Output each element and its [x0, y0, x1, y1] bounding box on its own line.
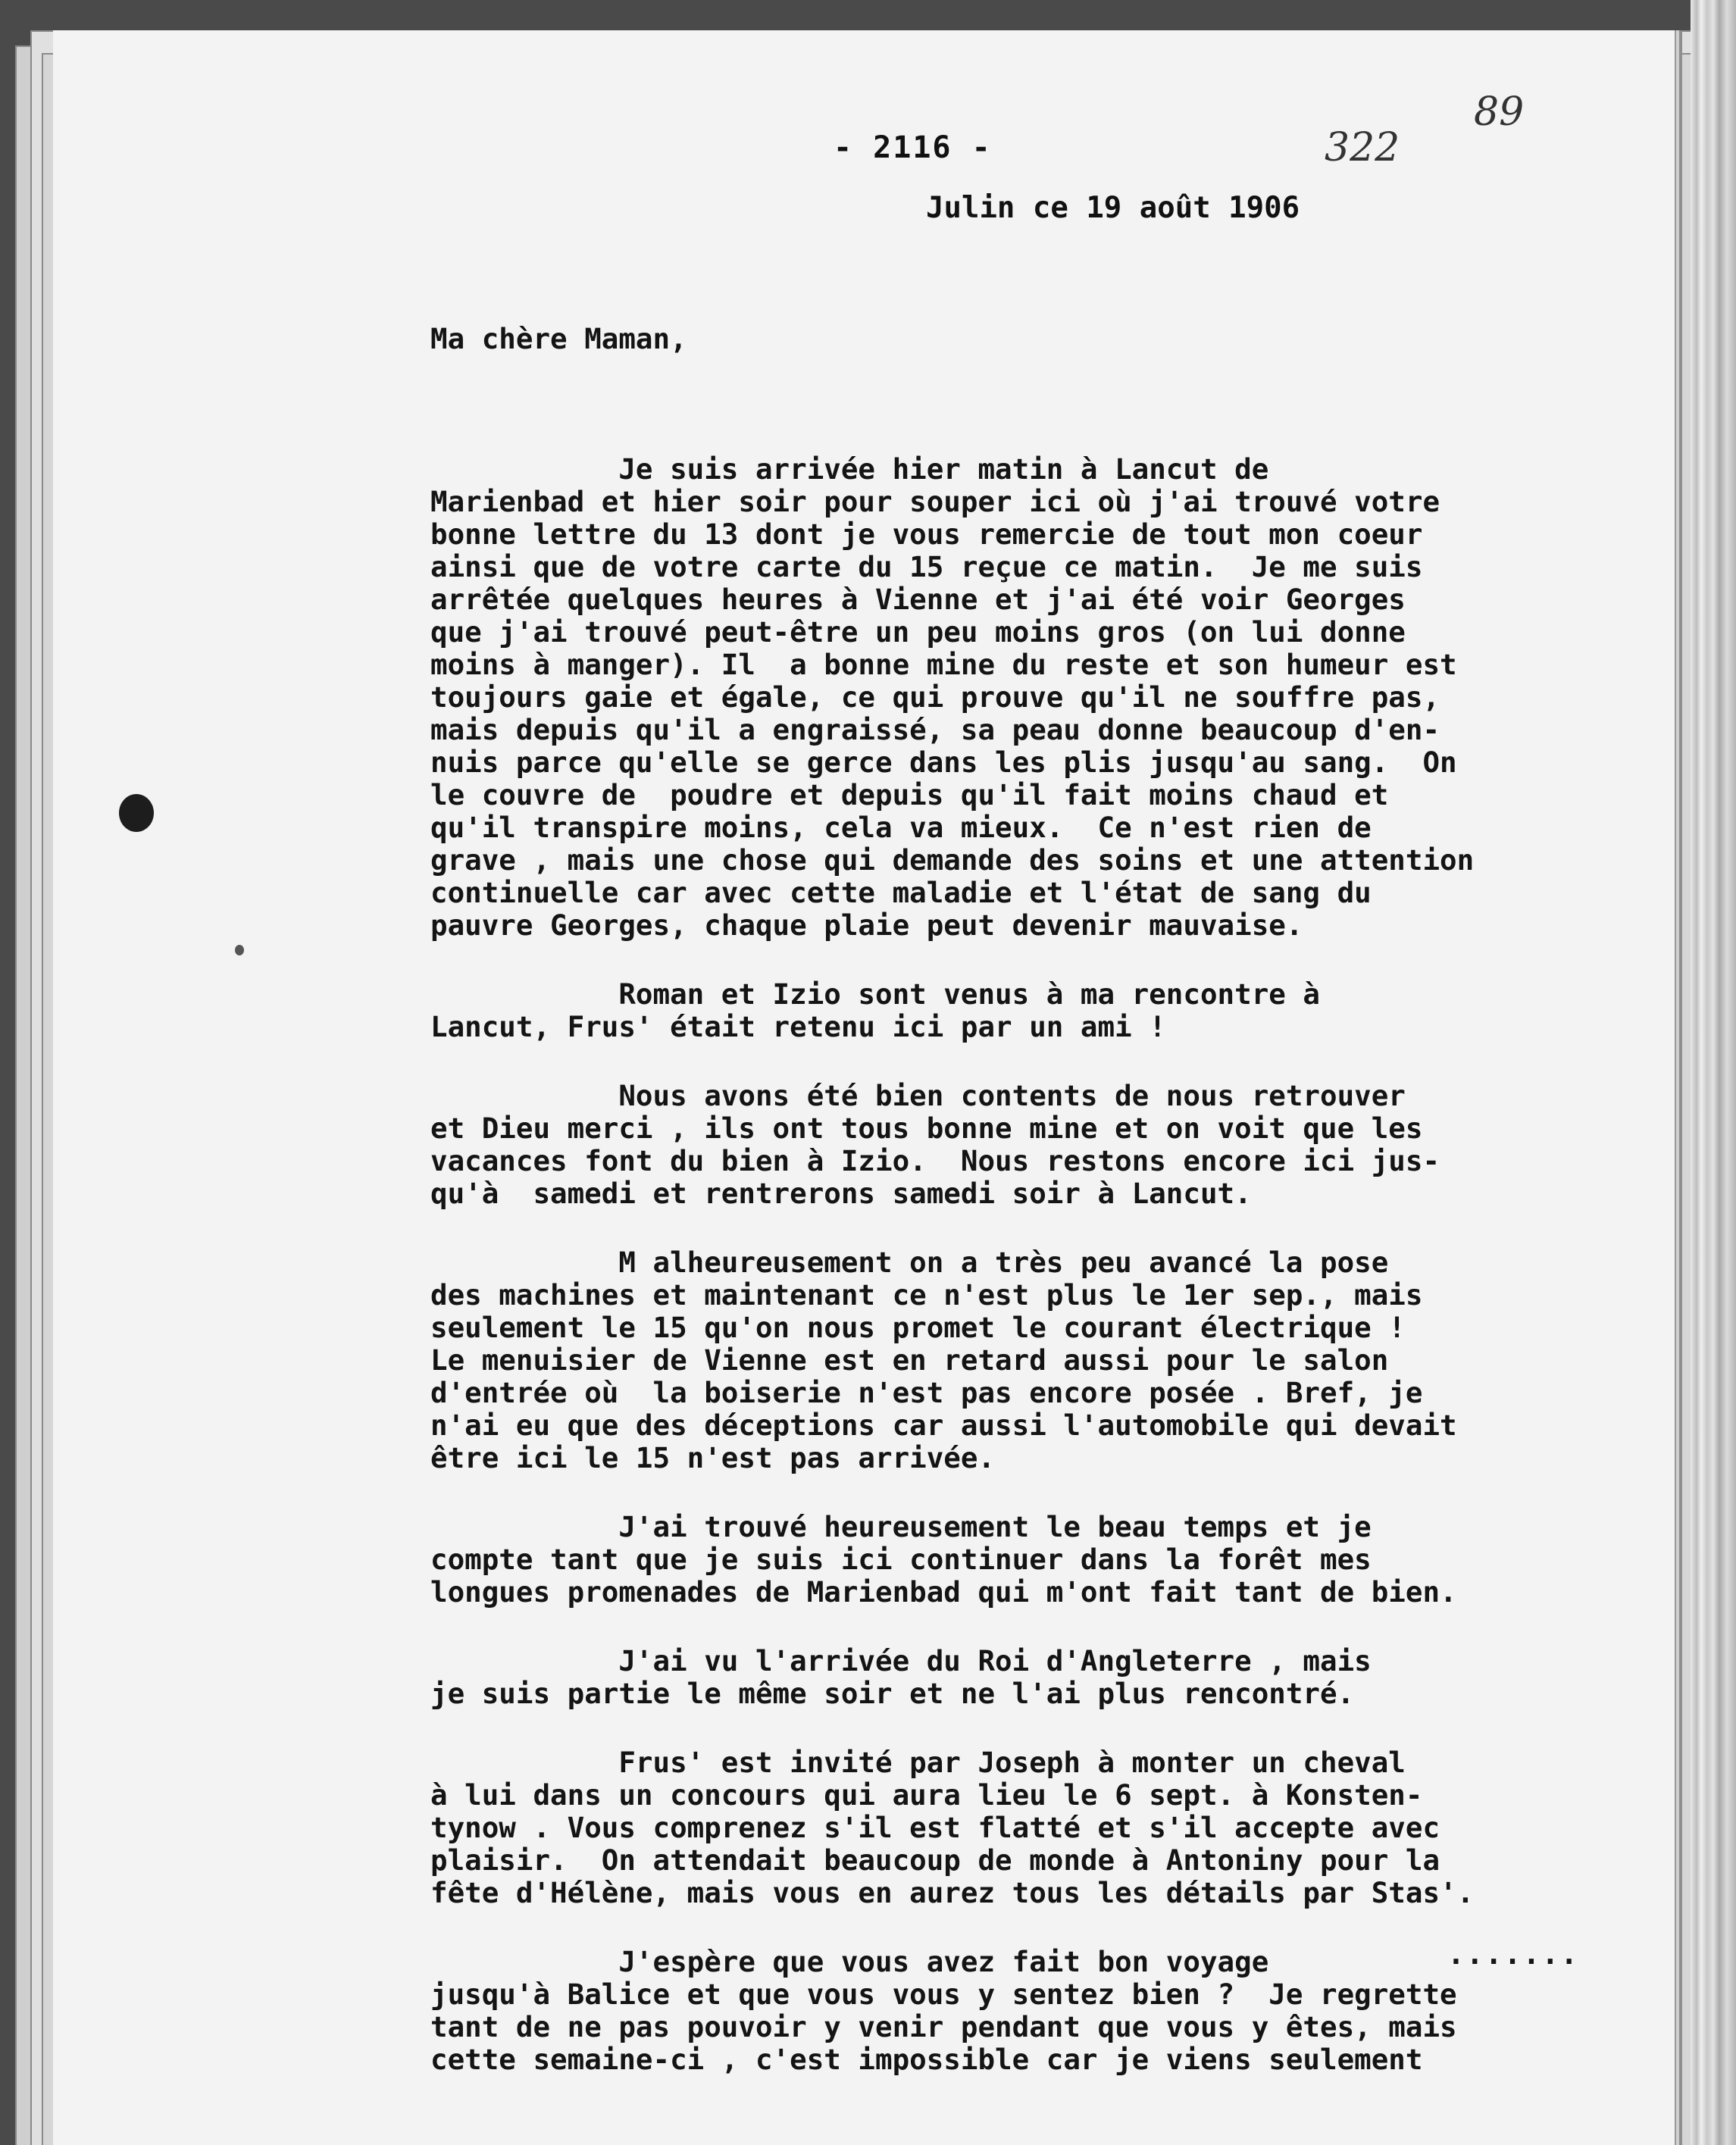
text-line: ainsi que de votre carte du 15 reçue ce matin. Je me suis — [430, 550, 1423, 583]
paragraph — [430, 978, 1612, 1043]
text-line: compte tant que je suis ici continuer dans la forêt mes — [430, 1543, 1372, 1576]
text-line: bonne lettre du 13 dont je vous remercie de tout mon coeur — [430, 517, 1423, 551]
salutation: Ma chère Maman, — [430, 322, 687, 355]
text-line: J'espère que vous avez fait bon voyage — [430, 1945, 1269, 1978]
text-line: J'ai trouvé heureusement le beau temps et je — [430, 1510, 1372, 1543]
text-line: qu'il transpire moins, cela va mieux. Ce n'est rien de — [430, 811, 1372, 844]
handwritten-corner-number: 89 — [1474, 89, 1525, 135]
paragraph — [430, 1746, 1612, 1909]
text-line: cette semaine-ci , c'est impossible car je viens seulement — [430, 2043, 1423, 2076]
text-line: pauvre Georges, chaque plaie peut devenir mauvaise. — [430, 908, 1303, 942]
text-line: n'ai eu que des déceptions car aussi l'automobile qui devait — [430, 1409, 1457, 1442]
text-line: plaisir. On attendait beaucoup de monde à Antoniny pour la — [430, 1843, 1440, 1877]
letter-body — [430, 258, 1612, 2141]
text-line: tynow . Vous comprenez s'il est flatté et s'il accepte avec — [430, 1811, 1440, 1844]
text-line: J'ai vu l'arrivée du Roi d'Angleterre , mais — [430, 1644, 1372, 1678]
continuation-dots: ....... — [1447, 1937, 1580, 1971]
text-line: Marienbad et hier soir pour souper ici où j'ai trouvé votre — [430, 485, 1440, 518]
text-line: fête d'Hélène, mais vous en aurez tous les détails par Stas'. — [430, 1876, 1475, 1909]
text-line: tant de ne pas pouvoir y venir pendant que vous y êtes, mais — [430, 2010, 1457, 2043]
text-line: mais depuis qu'il a engraissé, sa peau donne beaucoup d'en- — [430, 713, 1440, 746]
text-line: nuis parce qu'elle se gerce dans les plis jusqu'au sang. On — [430, 746, 1457, 779]
paragraph — [430, 1246, 1612, 1474]
text-line: Le menuisier de Vienne est en retard aussi pour le salon — [430, 1343, 1389, 1377]
text-line: et Dieu merci , ils ont tous bonne mine et on voit que les — [430, 1112, 1423, 1145]
text-line: je suis partie le même soir et ne l'ai plus rencontré. — [430, 1677, 1355, 1710]
paragraph — [430, 453, 1612, 942]
handwritten-folio-number: 322 — [1325, 125, 1400, 170]
text-line: Je suis arrivée hier matin à Lancut de — [430, 452, 1269, 486]
text-line: le couvre de poudre et depuis qu'il fait moins chaud et — [430, 778, 1389, 811]
text-line: moins à manger). Il a bonne mine du reste et son humeur est — [430, 648, 1457, 681]
text-line: à lui dans un concours qui aura lieu le 6 sept. à Konsten- — [430, 1778, 1423, 1812]
text-line: vacances font du bien à Izio. Nous restons encore ici jus- — [430, 1144, 1440, 1177]
text-line: jusqu'à Balice et que vous vous y sentez bien ? Je regrette — [430, 1978, 1457, 2011]
page-number: - 2116 - — [834, 130, 992, 165]
text-line: toujours gaie et égale, ce qui prouve qu'il ne souffre pas, — [430, 680, 1440, 714]
text-line: arrêtée quelques heures à Vienne et j'ai été voir Georges — [430, 583, 1406, 616]
paragraphs — [430, 453, 1612, 2076]
text-line: longues promenades de Marienbad qui m'ont fait tant de bien. — [430, 1575, 1457, 1609]
text-line: être ici le 15 n'est pas arrivée. — [430, 1441, 996, 1474]
text-line: des machines et maintenant ce n'est plus le 1er sep., mais — [430, 1278, 1423, 1312]
text-line: d'entrée où la boiserie n'est pas encore posée . Bref, je — [430, 1376, 1423, 1409]
text-line: M alheureusement on a très peu avancé la pose — [430, 1246, 1389, 1279]
text-line: que j'ai trouvé peut-être un peu moins gros (on lui donne — [430, 615, 1406, 649]
text-line: grave , mais une chose qui demande des soins et une attention — [430, 843, 1475, 877]
text-line: qu'à samedi et rentrerons samedi soir à Lancut. — [430, 1177, 1252, 1210]
text-line: Roman et Izio sont venus à ma rencontre à — [430, 977, 1320, 1011]
text-line: continuelle car avec cette maladie et l'état de sang du — [430, 876, 1372, 909]
paragraph — [430, 1645, 1612, 1710]
text-line: Nous avons été bien contents de nous retrouver — [430, 1079, 1406, 1112]
paragraph — [430, 1946, 1612, 2076]
ink-dot — [235, 945, 244, 955]
text-line: Frus' est invité par Joseph à monter un cheval — [430, 1746, 1406, 1779]
paragraph — [430, 1511, 1612, 1609]
paragraph — [430, 1080, 1612, 1210]
text-line: seulement le 15 qu'on nous promet le courant électrique ! — [430, 1311, 1406, 1344]
punch-hole — [119, 794, 154, 832]
stacked-page-edges — [1691, 0, 1736, 2145]
text-line: Lancut, Frus' était retenu ici par un ami ! — [430, 1010, 1166, 1043]
dateline: Julin ce 19 août 1906 — [926, 191, 1300, 225]
